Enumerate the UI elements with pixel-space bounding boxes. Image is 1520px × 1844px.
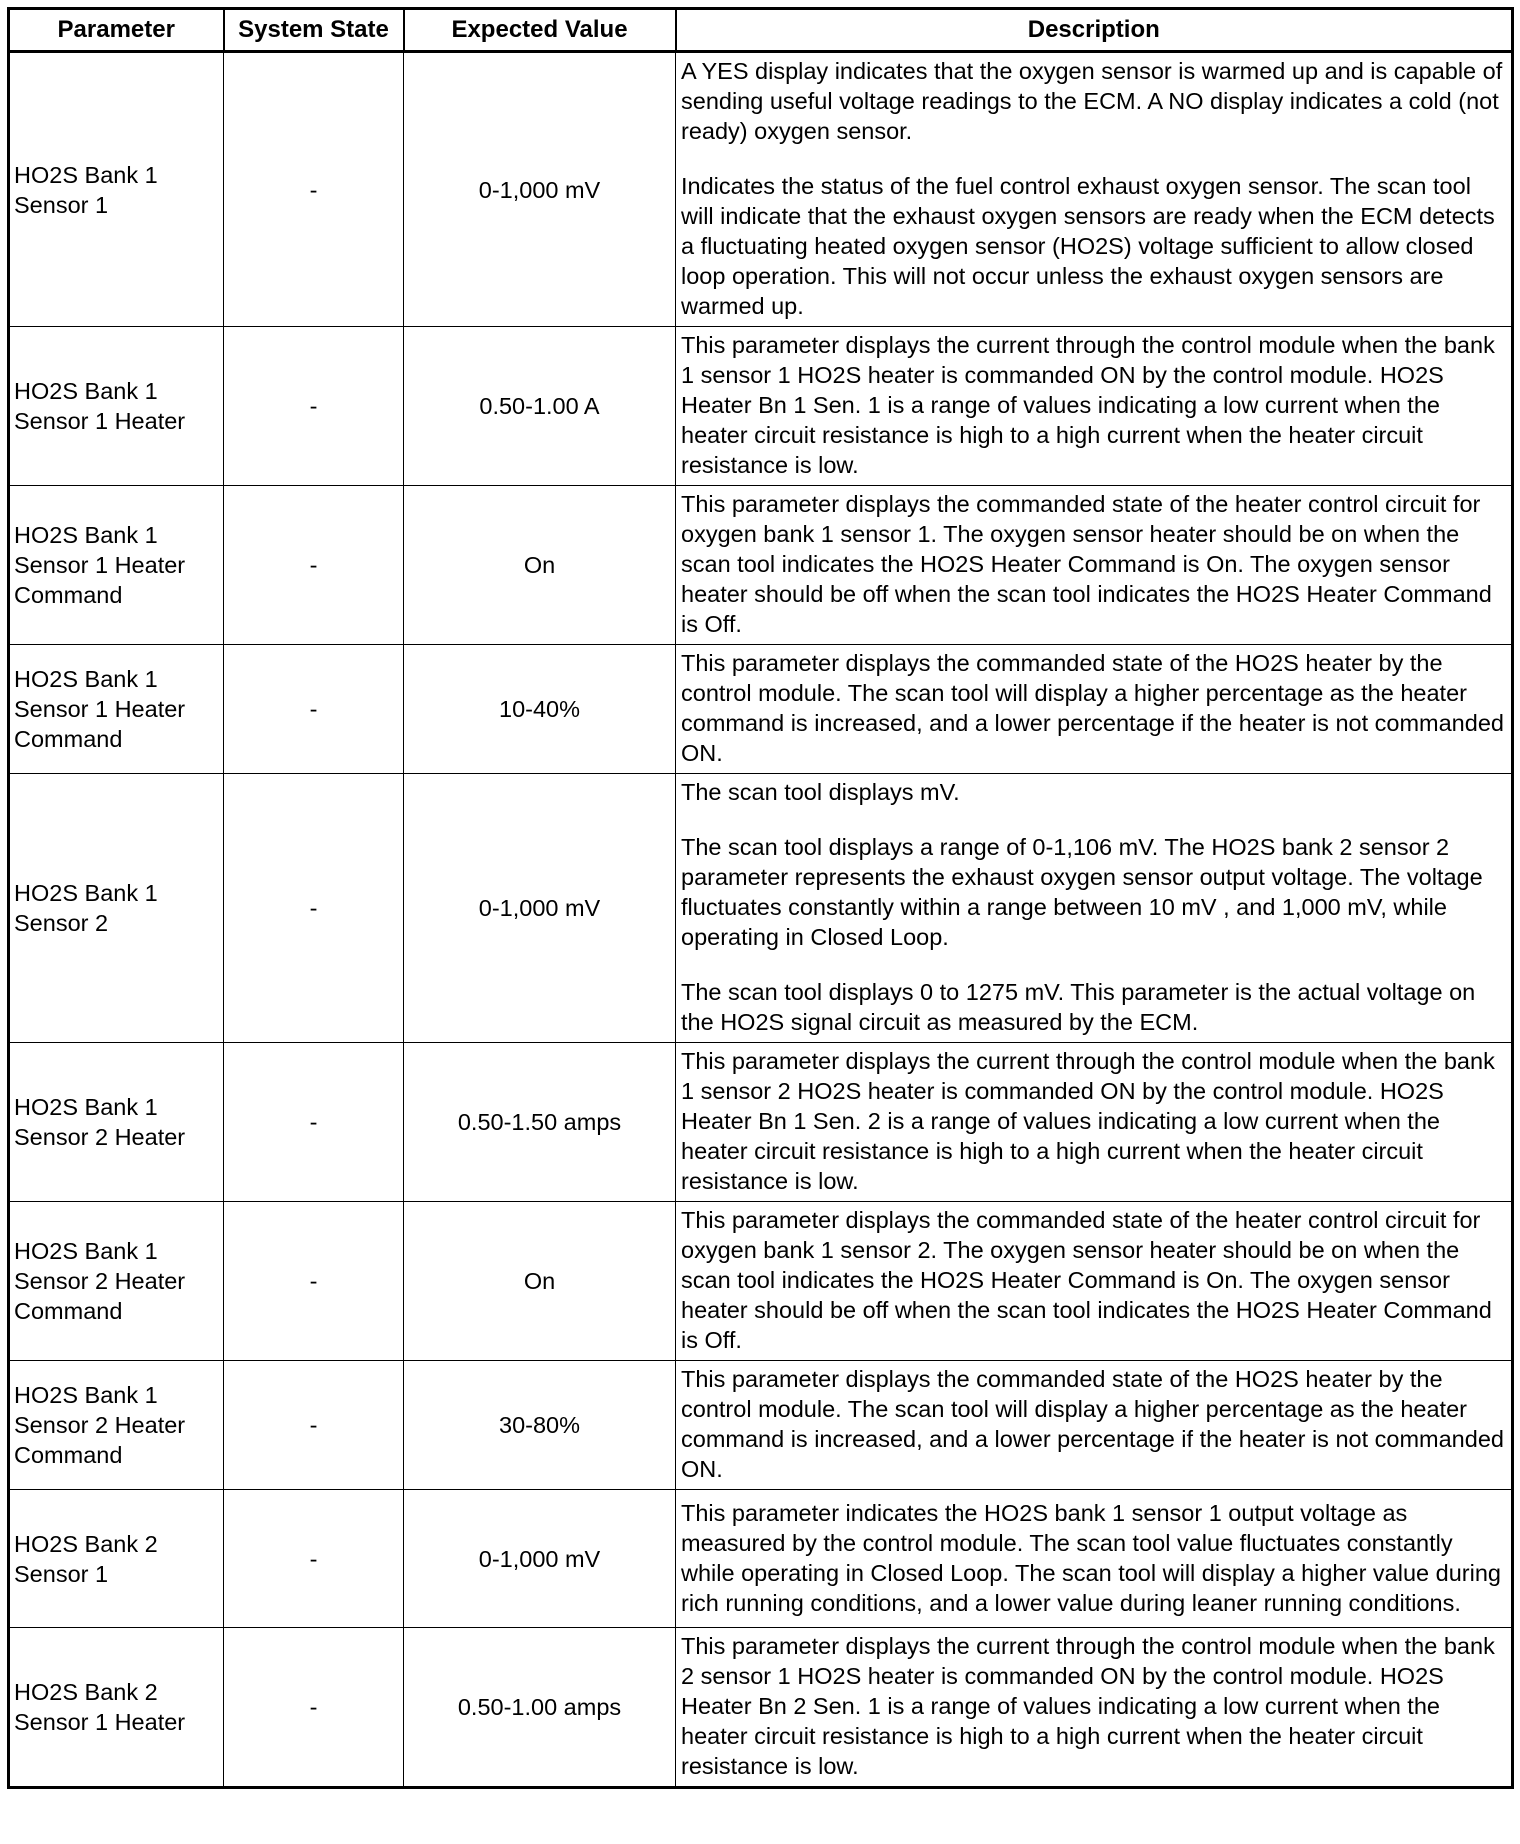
table-row — [9, 486, 1513, 645]
table-row — [9, 327, 1513, 486]
cell-expected-value: 0.50-1.50 amps — [404, 1043, 676, 1202]
cell-expected-value: 0.50-1.00 amps — [404, 1628, 676, 1788]
description-paragraph: This parameter displays the commanded state of the heater control circuit for oxygen bank 1 sensor 2. The oxygen sensor heater should be on when the scan tool indicates the HO2S Heater Command is On. The oxygen sensor heater should be off when the scan tool indicates the HO2S Heater Command is Off. — [681, 1207, 1492, 1353]
cell-description — [676, 1628, 1513, 1788]
cell-parameter: HO2S Bank 1 Sensor 2 Heater Command — [9, 1202, 224, 1361]
cell-expected-value: On — [404, 486, 676, 645]
description-paragraph: Indicates the status of the fuel control exhaust oxygen sensor. The scan tool will indicate that the exhaust oxygen sensors are ready when the ECM detects a fluctuating heated oxygen sensor (HO2S) voltage sufficient to allow closed loop operation. This will not occur unless the exhaust oxygen sensors are warmed up. — [681, 173, 1495, 319]
table-body — [9, 52, 1513, 1788]
table-row — [9, 774, 1513, 1043]
cell-expected-value: 0-1,000 mV — [404, 774, 676, 1043]
description-paragraph: The scan tool displays mV. — [681, 779, 960, 805]
scan-tool-data-table — [7, 7, 1514, 1789]
cell-parameter: HO2S Bank 1 Sensor 1 Heater Command — [9, 645, 224, 774]
cell-system-state: - — [224, 1628, 404, 1788]
description-paragraph: The scan tool displays 0 to 1275 mV. This parameter is the actual voltage on the HO2S signal circuit as measured by the ECM. — [681, 979, 1476, 1035]
cell-description — [676, 486, 1513, 645]
cell-expected-value: 0.50-1.00 A — [404, 327, 676, 486]
table-row — [9, 1628, 1513, 1788]
cell-description — [676, 1043, 1513, 1202]
description-paragraph: This parameter displays the commanded state of the heater control circuit for oxygen bank 1 sensor 1. The oxygen sensor heater should be on when the scan tool indicates the HO2S Heater Command is On. The oxygen sensor heater should be off when the scan tool indicates the HO2S Heater Command is Off. — [681, 491, 1492, 637]
table-row — [9, 1202, 1513, 1361]
scan-tool-data-table-container — [7, 7, 1511, 1789]
header-row — [9, 9, 1513, 52]
cell-system-state: - — [224, 1490, 404, 1628]
description-paragraph: This parameter displays the commanded state of the HO2S heater by the control module. The scan tool will display a higher percentage as the heater command is increased, and a lower percentage if the heater is not commanded ON. — [681, 650, 1504, 766]
cell-system-state: - — [224, 327, 404, 486]
description-paragraph: The scan tool displays a range of 0-1,106 mV. The HO2S bank 2 sensor 2 parameter represents the exhaust oxygen sensor output voltage. The voltage fluctuates constantly within a range between 10 mV , and 1,000 mV, while operating in Closed Loop. — [681, 834, 1483, 950]
table-row — [9, 52, 1513, 327]
cell-description — [676, 774, 1513, 1043]
cell-system-state: - — [224, 645, 404, 774]
description-paragraph: This parameter displays the commanded state of the HO2S heater by the control module. The scan tool will display a higher percentage as the heater command is increased, and a lower percentage if the heater is not commanded ON. — [681, 1366, 1504, 1482]
cell-parameter: HO2S Bank 1 Sensor 1 Heater — [9, 327, 224, 486]
header-system-state: System State — [224, 9, 404, 52]
description-paragraph: This parameter displays the current through the control module when the bank 1 sensor 1 HO2S heater is commanded ON by the control module. HO2S Heater Bn 1 Sen. 1 is a range of values indicating a low current when the heater circuit resistance is high to a high current when the heater circuit resistance is low. — [681, 332, 1495, 478]
cell-parameter: HO2S Bank 2 Sensor 1 Heater — [9, 1628, 224, 1788]
cell-expected-value: 30-80% — [404, 1361, 676, 1490]
cell-parameter: HO2S Bank 1 Sensor 1 — [9, 52, 224, 327]
cell-parameter: HO2S Bank 1 Sensor 2 Heater Command — [9, 1361, 224, 1490]
cell-system-state: - — [224, 486, 404, 645]
cell-description — [676, 1361, 1513, 1490]
table-row — [9, 1490, 1513, 1628]
cell-parameter: HO2S Bank 1 Sensor 2 Heater — [9, 1043, 224, 1202]
cell-expected-value: 0-1,000 mV — [404, 1490, 676, 1628]
cell-description — [676, 1202, 1513, 1361]
cell-system-state: - — [224, 1202, 404, 1361]
description-paragraph: This parameter indicates the HO2S bank 1 sensor 1 output voltage as measured by the control module. The scan tool value fluctuates constantly while operating in Closed Loop. The scan tool will display a higher value during rich running conditions, and a lower value during leaner running conditions. — [681, 1499, 1501, 1616]
cell-description — [676, 1490, 1513, 1628]
cell-system-state: - — [224, 774, 404, 1043]
cell-expected-value: 10-40% — [404, 645, 676, 774]
cell-parameter: HO2S Bank 2 Sensor 1 — [9, 1490, 224, 1628]
table-row — [9, 1361, 1513, 1490]
table-row — [9, 645, 1513, 774]
cell-description — [676, 645, 1513, 774]
table-row — [9, 1043, 1513, 1202]
cell-parameter: HO2S Bank 1 Sensor 1 Heater Command — [9, 486, 224, 645]
cell-system-state: - — [224, 1361, 404, 1490]
header-expected-value: Expected Value — [404, 9, 676, 52]
cell-parameter: HO2S Bank 1 Sensor 2 — [9, 774, 224, 1043]
header-description: Description — [676, 9, 1513, 52]
description-paragraph: This parameter displays the current through the control module when the bank 1 sensor 2 HO2S heater is commanded ON by the control module. HO2S Heater Bn 1 Sen. 2 is a range of values indicating a low current when the heater circuit resistance is high to a high current when the heater circuit resistance is low. — [681, 1048, 1495, 1194]
cell-system-state: - — [224, 52, 404, 327]
description-paragraph: A YES display indicates that the oxygen sensor is warmed up and is capable of sending useful voltage readings to the ECM. A NO display indicates a cold (not ready) oxygen sensor. — [681, 58, 1503, 144]
description-paragraph: This parameter displays the current through the control module when the bank 2 sensor 1 HO2S heater is commanded ON by the control module. HO2S Heater Bn 2 Sen. 1 is a range of values indicating a low current when the heater circuit resistance is high to a high current when the heater circuit resistance is low. — [681, 1633, 1495, 1779]
cell-description — [676, 52, 1513, 327]
table-header — [9, 9, 1513, 52]
cell-expected-value: 0-1,000 mV — [404, 52, 676, 327]
cell-description — [676, 327, 1513, 486]
cell-system-state: - — [224, 1043, 404, 1202]
header-parameter: Parameter — [9, 9, 224, 52]
cell-expected-value: On — [404, 1202, 676, 1361]
